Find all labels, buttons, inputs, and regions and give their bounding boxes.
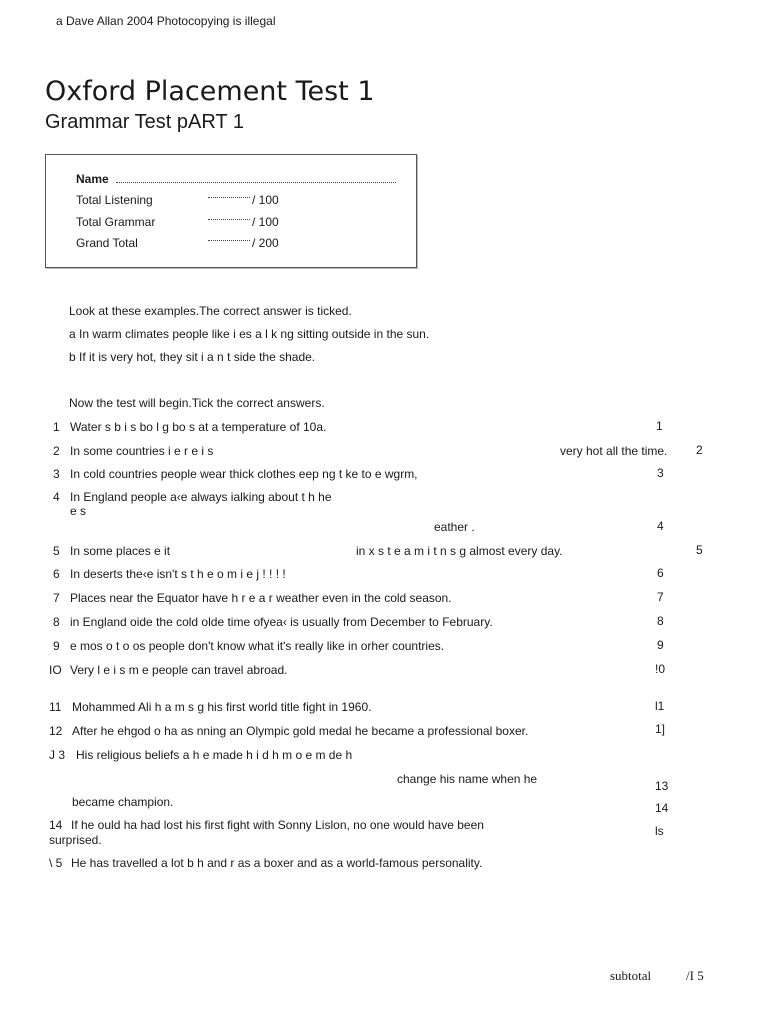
question-text-continued[interactable]: became champion. [72,795,174,809]
question-number: 14 [49,818,63,832]
question-text-continued[interactable]: e s [70,504,87,518]
subtotal-value: /I 5 [686,968,704,983]
question-answer[interactable]: change his name when he [397,772,538,786]
score-box [45,154,417,268]
question-mark: 1] [655,722,666,736]
question-text[interactable]: In some countries i e r e i s [70,444,214,458]
example-b: b If it is very hot, they sit i a n t side the shade. [69,350,316,364]
total-grammar-field[interactable] [208,219,250,220]
question-number: IO [49,663,62,677]
question-mark: 9 [657,638,664,652]
total-listening-score: / 100 [252,193,279,207]
question-mark: 6 [657,566,664,580]
question-number: 12 [49,724,63,738]
examples-instruction: Look at these examples.The correct answer is ticked. [69,304,352,318]
question-mark: 5 [696,543,703,557]
name-field[interactable] [116,182,396,183]
question-number: \ 5 [49,856,63,870]
question-text[interactable]: Places near the Equator have h r e a r weather even in the cold season. [70,591,452,605]
question-number: 11 [49,700,62,714]
question-number: 5 [53,544,60,558]
question-mark: 8 [657,614,664,628]
question-number: 6 [53,567,60,581]
question-text[interactable]: His religious beliefs a h e made h i d h m o e m de h [76,748,353,762]
grand-total-score: / 200 [252,236,279,250]
question-text[interactable]: In deserts the‹e isn't s t h e o m i e j ! ! ! ! [70,567,286,581]
question-number: 1 [53,420,60,434]
grand-total-field[interactable] [208,240,250,241]
question-text[interactable]: In cold countries people wear thick clothes eep ng t ke to e wgrm, [70,467,418,481]
subtotal-label: subtotal [610,968,652,983]
question-text[interactable]: in England oide the cold olde time ofyea‹ is usually from December to February. [70,615,493,629]
total-listening-field[interactable] [208,197,250,198]
question-answer[interactable]: eather . [434,520,475,534]
question-answer[interactable]: in x s t e a m i t n s g almost every day. [356,544,563,558]
question-text-continued[interactable]: surprised. [49,833,102,847]
question-mark: 2 [696,443,703,457]
question-mark: !0 [655,662,666,676]
question-text[interactable]: Very l e i s m e people can travel abroad. [70,663,288,677]
question-answer[interactable]: very hot all the time. [560,444,668,458]
question-mark: 4 [657,519,664,533]
question-number: 8 [53,615,60,629]
test-begin-instruction: Now the test will begin.Tick the correct answers. [69,396,325,410]
question-mark: ls [655,824,664,838]
question-mark: 14 [655,801,669,815]
example-a: a In warm climates people like i es a l k ng sitting outside in the sun. [69,327,430,341]
page-subtitle: Grammar Test pART 1 [45,111,244,133]
grand-total-label: Grand Total [76,236,138,250]
question-number: 4 [53,490,60,504]
question-number: 2 [53,444,60,458]
question-text[interactable]: Water s b i s bo l g bo s at a temperature of 10a. [70,420,327,434]
question-mark: 13 [655,779,669,793]
total-grammar-score: / 100 [252,215,279,229]
question-number: 9 [53,639,60,653]
total-grammar-label: Total Grammar [76,215,156,229]
question-mark: 1 [656,419,663,433]
question-mark: l1 [655,699,665,713]
total-listening-label: Total Listening [76,193,153,207]
copyright-notice: a Dave Allan 2004 Photocopying is illegal [56,14,276,28]
question-number: 7 [53,591,60,605]
question-mark: 3 [657,466,664,480]
question-text[interactable]: In some places e it [70,544,171,558]
question-number: 3 [53,467,60,481]
question-text[interactable]: In England people a‹e always ialking about t h he [70,490,332,504]
question-number: J 3 [49,748,66,762]
page-title: Oxford Placement Test 1 [45,76,375,107]
question-text[interactable]: He has travelled a lot b h and r as a boxer and as a world-famous personality. [71,856,483,870]
question-text[interactable]: If he ould ha had lost his first fight with Sonny Lislon, no one would have been [71,818,484,832]
name-label: Name [76,172,109,186]
question-text[interactable]: e mos o t o os people don't know what it's really like in orher countries. [70,639,445,653]
question-mark: 7 [657,590,664,604]
question-text[interactable]: Mohammed Ali h a m s g his first world title fight in 1960. [72,700,372,714]
question-text[interactable]: After he ehgod o ha as nning an Olympic gold medal he became a professional boxer. [72,724,529,738]
